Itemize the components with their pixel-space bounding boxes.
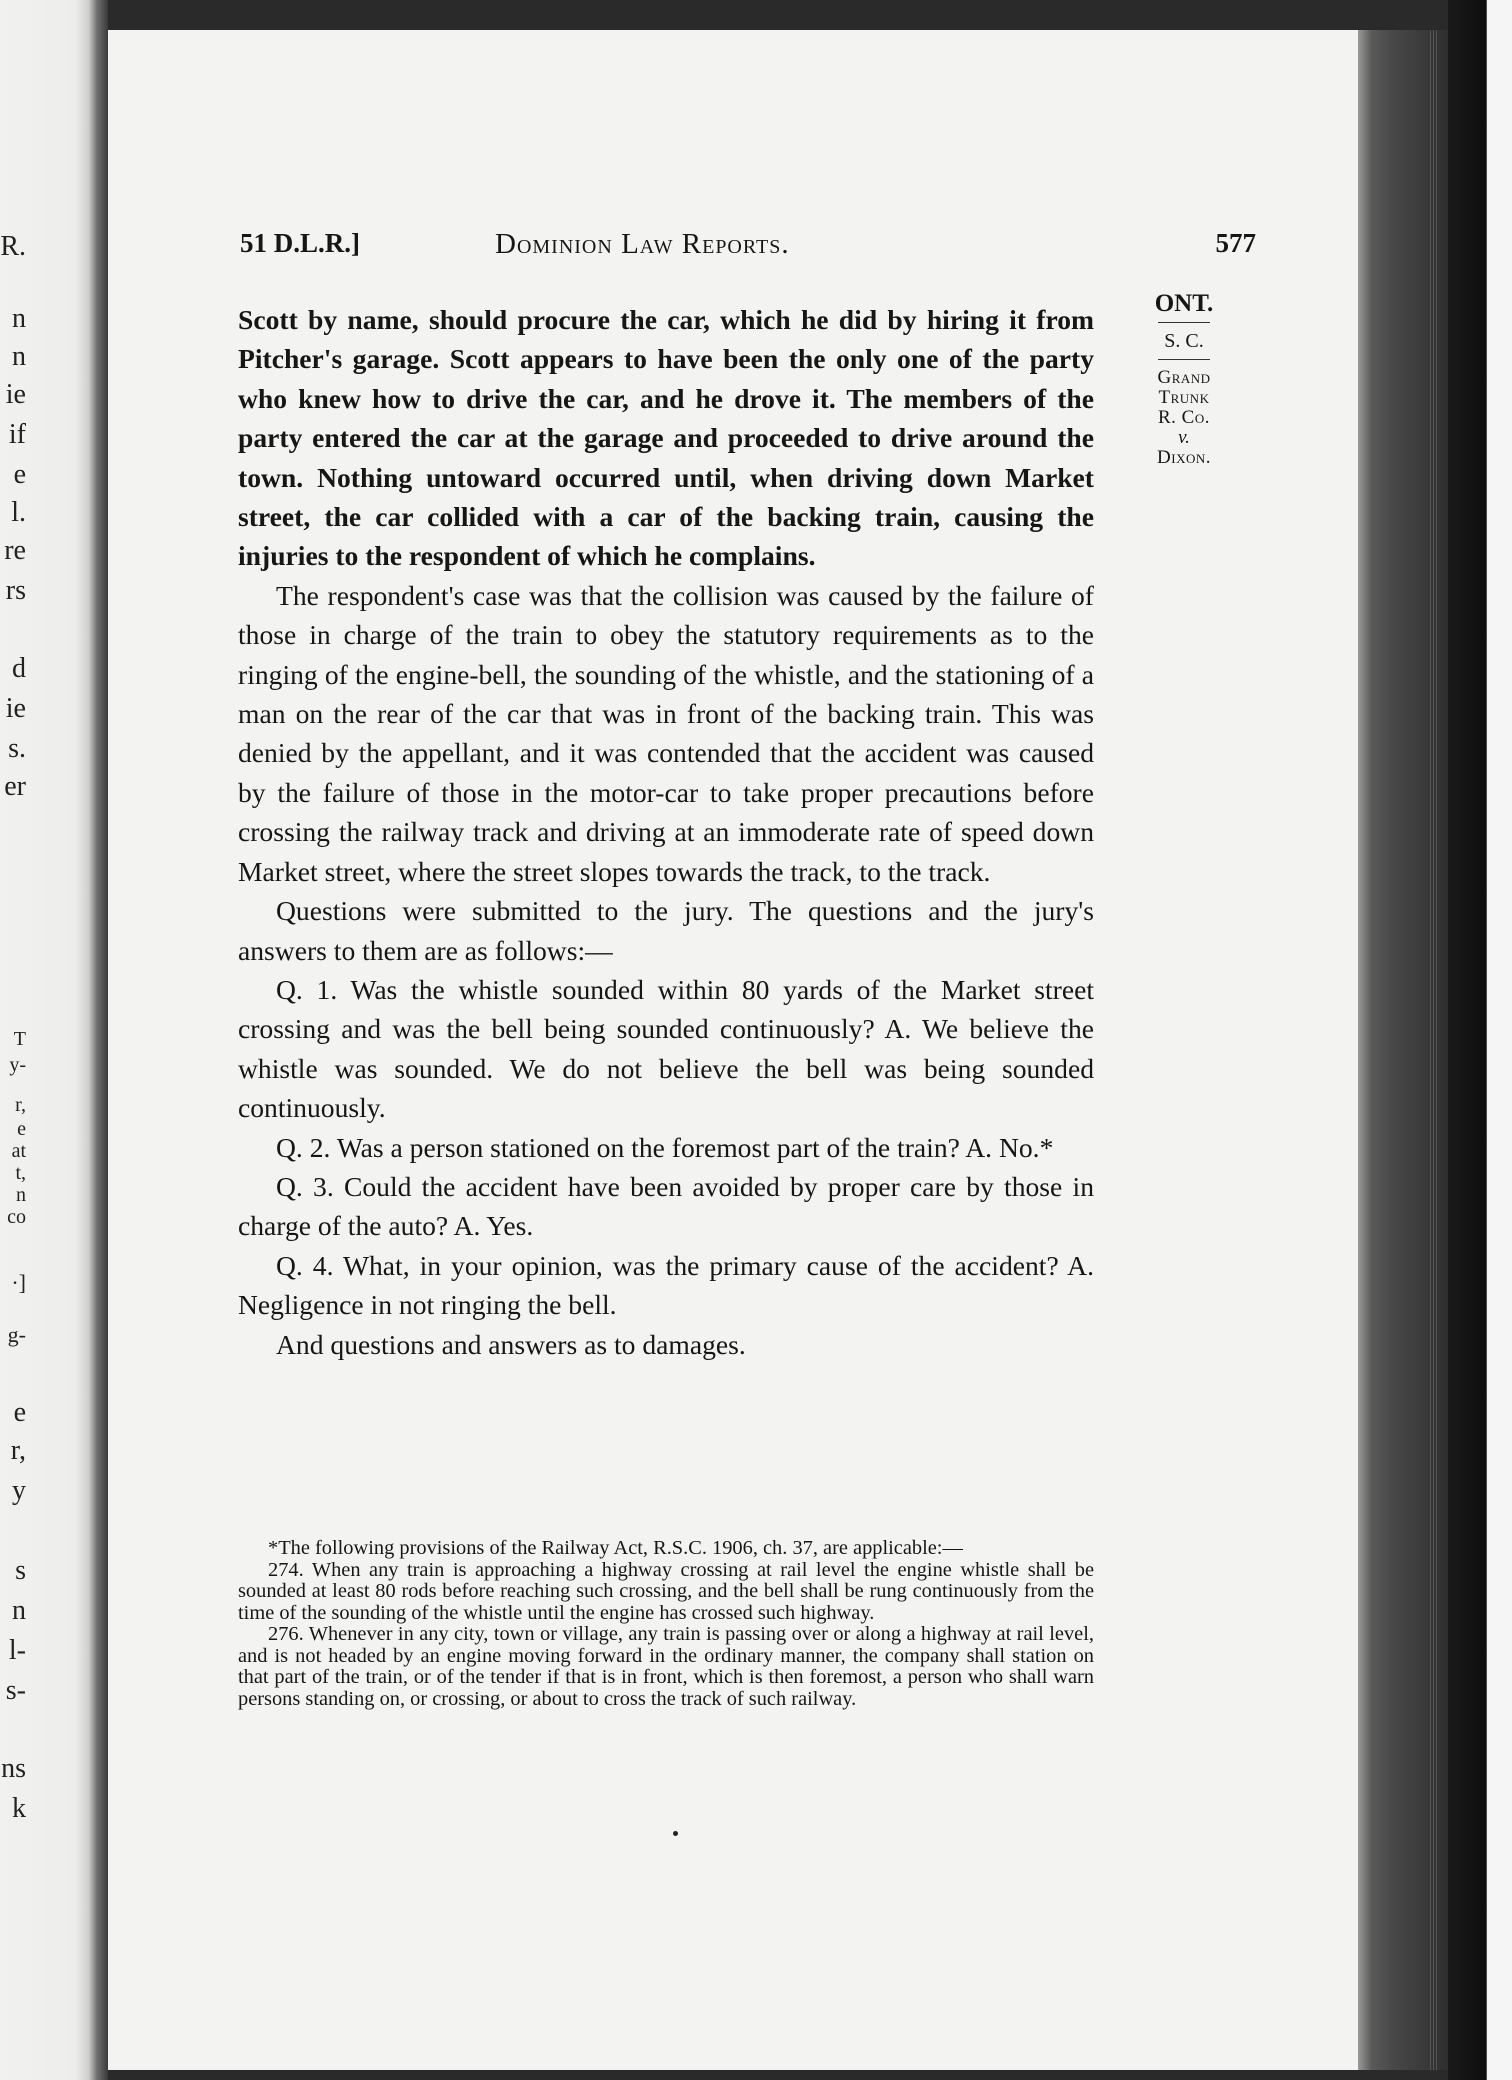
left-fragment: r,: [15, 1094, 26, 1116]
left-fragment: n: [16, 1184, 26, 1206]
left-fragment: er: [4, 771, 26, 802]
paragraph: Scott by name, should procure the car, which he did by hiring it from Pitcher's garage. Scott appears to have been the only one of the party who knew how to drive the car, and he drove it. The members of the party entered the car at the garage and proceeded to drive around the town. Nothing untoward occurred until, when driving down Market street, the car collided with a car of the backing train, causing the injuries to the respondent of which he complains.: [238, 304, 1094, 572]
sidenote-province: ONT.: [1154, 290, 1214, 317]
sidenote-party: Trunk: [1158, 387, 1210, 408]
left-fragment: re: [4, 535, 26, 566]
left-fragment: n: [12, 1595, 26, 1626]
running-header: [240, 228, 1256, 268]
left-fragment: s.: [8, 733, 26, 764]
left-fragment: ·]: [11, 1270, 26, 1295]
left-fragment: ie: [5, 379, 26, 410]
jury-question: Q. 2. Was a person stationed on the foremost part of the train? A. No.*: [276, 1131, 1054, 1163]
volume-reference: 51 D.L.R.]: [240, 228, 360, 258]
left-fragment: R.: [0, 231, 26, 262]
left-fragment: co: [7, 1206, 26, 1228]
jury-question: Q. 3. Could the accident have been avoided by proper care by those in charge of the auto? A. Yes.: [238, 1170, 1094, 1242]
jury-question: Q. 1. Was the whistle sounded within 80 yards of the Market street crossing and was the bell being sounded continuously? A. We believe the whistle was sounded. We do not believe the bell was being sounded continuously.: [238, 973, 1094, 1124]
paragraph: And questions and answers as to damages.: [276, 1328, 746, 1360]
page-edge-lines: [1430, 30, 1438, 2070]
left-fragment: e: [17, 1118, 26, 1140]
paragraph: The respondent's case was that the collision was caused by the failure of those in charge of the train to obey the statutory requirements as to the ringing of the engine-bell, the sounding of the whistle, and the stationing of a man on the rear of the car that was in front of the backing train. This was denied by the appellant, and it was contended that the accident was caused by the failure of those in the motor-car to take proper precautions before crossing the railway track and driving at an immoderate rate of speed down Market street, where the street slopes towards the track, to the track.: [238, 579, 1094, 887]
left-fragment: T: [13, 1028, 26, 1050]
sidenote-court: S. C.: [1164, 330, 1204, 352]
footnote: 276. Whenever in any city, town or village, any train is passing over or along a highway at rail level, and is not headed by an engine moving forward in the ordinary manner, the company shall station on that part of the train, or of the tender if that is in front, which is then foremost, a person who shall warn persons standing on, or crossing, or about to cross the track of such railway.: [238, 1623, 1094, 1710]
left-fragment: k: [12, 1793, 26, 1824]
left-fragment: n: [12, 303, 26, 334]
sidenote-rule: [1158, 322, 1210, 323]
running-title: Dominion Law Reports.: [495, 228, 790, 260]
left-fragment: s-: [5, 1675, 26, 1706]
left-fragment: y-: [9, 1054, 26, 1076]
left-fragment: y: [12, 1475, 26, 1506]
footnotes: [238, 1538, 1094, 1710]
footnote: 274. When any train is approaching a highway crossing at rail level the engine whistle shall be sounded at least 80 rods before reaching such crossing, and the bell shall be rung continuously from the time of the sounding of the whistle until the engine has crossed such highway.: [238, 1558, 1094, 1624]
page-number: 577: [1215, 228, 1256, 258]
left-fragment: ns: [1, 1753, 26, 1784]
left-fragment: r,: [10, 1435, 26, 1466]
left-fragment: d: [12, 653, 26, 684]
footnote: *The following provisions of the Railway Act, R.S.C. 1906, ch. 37, are applicable:—: [268, 1537, 963, 1559]
sidenote-party: Grand: [1157, 367, 1211, 388]
left-fragment: n: [12, 341, 26, 372]
background-strip: [1448, 0, 1512, 2080]
left-fragment: g-: [7, 1322, 26, 1347]
left-page-text-fragments: [0, 0, 40, 2080]
left-fragment: l-: [8, 1635, 26, 1666]
sidenote-party: Dixon.: [1157, 447, 1211, 468]
sidenote-rule: [1158, 359, 1210, 360]
print-speck: [673, 1831, 678, 1836]
left-fragment: if: [8, 419, 26, 450]
jury-question: Q. 4. What, in your opinion, was the primary cause of the accident? A. Negligence in not ringing the bell.: [238, 1249, 1094, 1321]
margin-sidenote: [1130, 290, 1238, 468]
left-fragment: e: [13, 1397, 26, 1428]
left-fragment: l.: [11, 497, 26, 528]
left-fragment: rs: [5, 575, 26, 606]
sidenote-versus: v.: [1178, 427, 1190, 448]
sidenote-party: R. Co.: [1158, 407, 1210, 428]
left-fragment: t,: [15, 1162, 26, 1184]
body-text: [238, 300, 1094, 1364]
left-fragment: e: [13, 459, 26, 490]
left-fragment: s: [15, 1555, 26, 1586]
left-fragment: at: [11, 1140, 26, 1162]
left-fragment: ie: [5, 693, 26, 724]
paragraph: Questions were submitted to the jury. The questions and the jury's answers to them are as follows:—: [238, 895, 1094, 966]
